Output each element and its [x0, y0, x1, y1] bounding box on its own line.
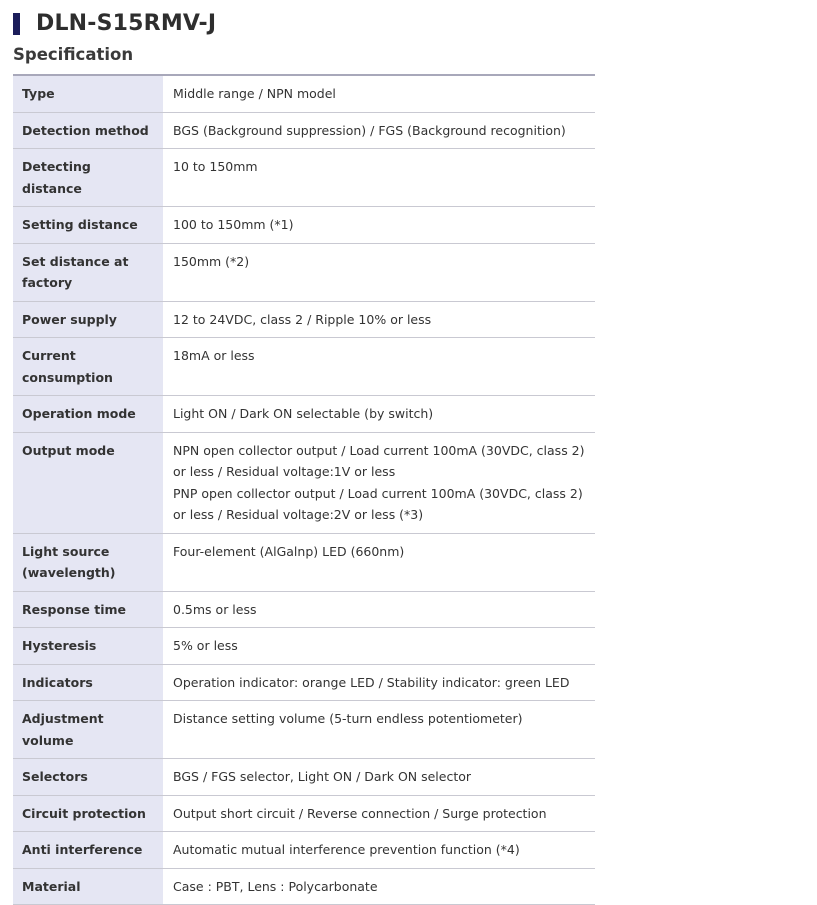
spec-label: Detecting distance — [13, 149, 163, 207]
spec-value: Output short circuit / Reverse connection / Surge protection — [163, 795, 595, 832]
table-row — [13, 301, 595, 338]
spec-label: Selectors — [13, 759, 163, 796]
spec-label: Anti interference — [13, 832, 163, 869]
section-title: Specification — [13, 45, 134, 64]
table-row — [13, 832, 595, 869]
spec-label: Operation mode — [13, 396, 163, 433]
spec-label: Type — [13, 75, 163, 112]
table-row — [13, 432, 595, 533]
spec-value: 5% or less — [163, 628, 595, 665]
spec-value: 100 to 150mm (*1) — [163, 207, 595, 244]
spec-label: Detection method — [13, 112, 163, 149]
table-row — [13, 112, 595, 149]
table-row — [13, 701, 595, 759]
table-row — [13, 75, 595, 112]
spec-label: Light source (wavelength) — [13, 533, 163, 591]
table-row — [13, 533, 595, 591]
spec-label: Hysteresis — [13, 628, 163, 665]
spec-value — [163, 432, 595, 533]
spec-label: Adjustment volume — [13, 701, 163, 759]
title-accent-bar — [13, 13, 20, 35]
spec-value: Four-element (AlGalnp) LED (660nm) — [163, 533, 595, 591]
table-row — [13, 243, 595, 301]
spec-value: Distance setting volume (5-turn endless potentiometer) — [163, 701, 595, 759]
table-row — [13, 591, 595, 628]
spec-value: Case : PBT, Lens : Polycarbonate — [163, 868, 595, 905]
spec-label: Power supply — [13, 301, 163, 338]
spec-value: 150mm (*2) — [163, 243, 595, 301]
table-row — [13, 338, 595, 396]
table-row — [13, 759, 595, 796]
spec-value: BGS / FGS selector, Light ON / Dark ON selector — [163, 759, 595, 796]
spec-value: 0.5ms or less — [163, 591, 595, 628]
spec-value: 12 to 24VDC, class 2 / Ripple 10% or less — [163, 301, 595, 338]
spec-label: Material — [13, 868, 163, 905]
spec-value: Middle range / NPN model — [163, 75, 595, 112]
spec-value: 18mA or less — [163, 338, 595, 396]
spec-value: Operation indicator: orange LED / Stability indicator: green LED — [163, 664, 595, 701]
spec-label: Circuit protection — [13, 795, 163, 832]
spec-value-line: NPN open collector output / Load current 100mA (30VDC, class 2) or less / Residual voltage:1V or less — [173, 442, 585, 479]
table-row — [13, 868, 595, 905]
table-row — [13, 149, 595, 207]
page-title: DLN-S15RMV-J — [36, 11, 217, 36]
spec-label: Response time — [13, 591, 163, 628]
specification-table — [13, 74, 595, 905]
table-row — [13, 664, 595, 701]
table-row — [13, 207, 595, 244]
spec-label: Set distance at factory — [13, 243, 163, 301]
spec-label: Setting distance — [13, 207, 163, 244]
spec-value: BGS (Background suppression) / FGS (Background recognition) — [163, 112, 595, 149]
spec-label: Indicators — [13, 664, 163, 701]
spec-label: Output mode — [13, 432, 163, 533]
table-row — [13, 628, 595, 665]
table-row — [13, 396, 595, 433]
spec-label: Current consumption — [13, 338, 163, 396]
spec-value-line: PNP open collector output / Load current 100mA (30VDC, class 2) or less / Residual voltage:2V or less (*3) — [173, 485, 583, 522]
spec-value: Automatic mutual interference prevention function (*4) — [163, 832, 595, 869]
spec-value: 10 to 150mm — [163, 149, 595, 207]
table-row — [13, 795, 595, 832]
spec-value: Light ON / Dark ON selectable (by switch) — [163, 396, 595, 433]
